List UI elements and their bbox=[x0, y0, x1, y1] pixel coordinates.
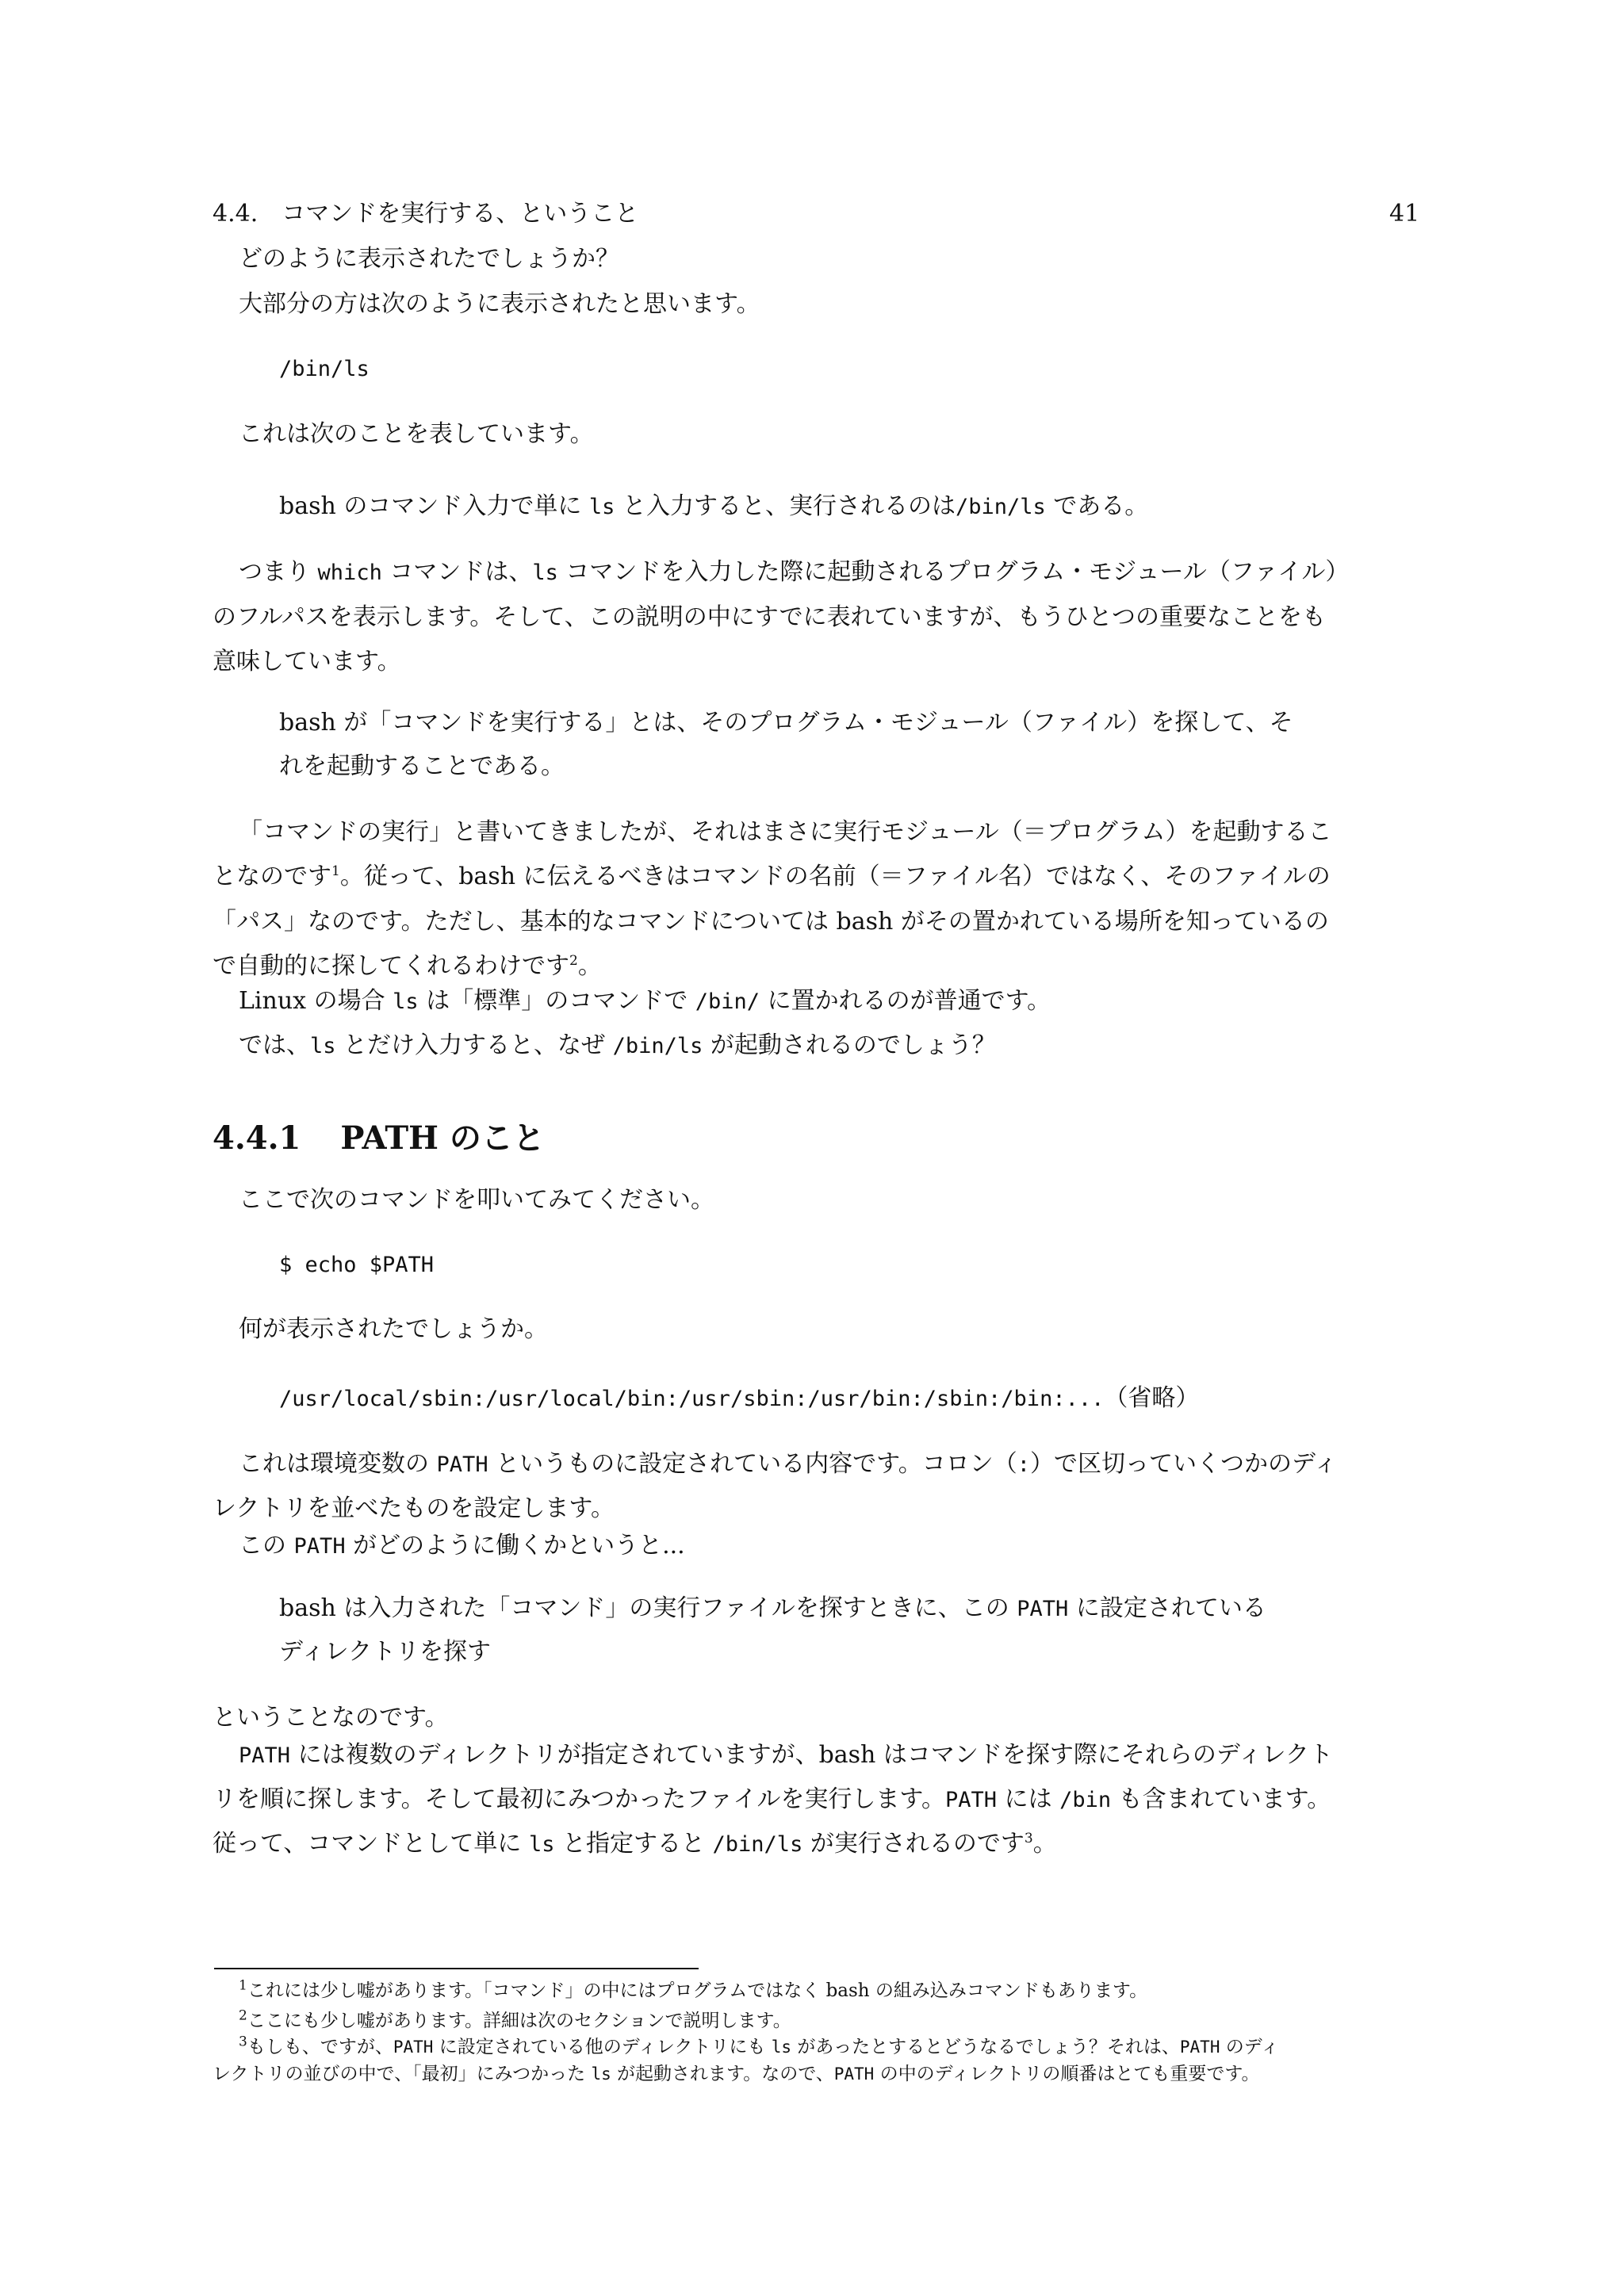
footnote-rule bbox=[214, 1968, 699, 1969]
code-block: $ echo $PATH bbox=[279, 1253, 435, 1277]
section-heading bbox=[213, 1113, 545, 1158]
quote-line: れを起動することである。 bbox=[279, 752, 565, 780]
paragraph-line: Linux の場合 ls は「標準」のコマンドで /bin/ に置かれるのが普通です。 bbox=[239, 987, 1051, 1015]
paragraph-line: つまり which コマンドは、ls コマンドを入力した際に起動されるプログラム・モジュール（ファイル） bbox=[239, 558, 1350, 586]
footnote-ref: 3 bbox=[1024, 1831, 1033, 1846]
paragraph-line: 従って、コマンドとして単に ls と指定すると /bin/ls が実行されるのです$^3$。 bbox=[213, 1830, 1057, 1858]
code-block: /bin/ls bbox=[279, 357, 370, 381]
code-block: /usr/local/sbin:/usr/local/bin:/usr/sbin:/usr/bin:/sbin:/bin:...（省略） bbox=[279, 1384, 1200, 1412]
paragraph-line: リを順に探します。そして最初にみつかったファイルを実行します。PATH には /bin も含まれています。 bbox=[213, 1785, 1331, 1813]
paragraph-line: レクトリを並べたものを設定します。 bbox=[213, 1494, 615, 1522]
paragraph-line: 意味しています。 bbox=[213, 648, 401, 675]
paragraph-line: これは環境変数の PATH というものに設定されている内容です。コロン（:）で区切っていくつかのディ bbox=[239, 1450, 1338, 1478]
quote-line: bash は入力された「コマンド」の実行ファイルを探すときに、この PATH に設定されている bbox=[279, 1594, 1266, 1622]
paragraph-line: PATH には複数のディレクトリが指定されていますが、bash はコマンドを探す際にそれらのディレクト bbox=[239, 1741, 1333, 1769]
paragraph-line: 何が表示されたでしょうか。 bbox=[239, 1315, 548, 1343]
paragraph-line: ということなのです。 bbox=[213, 1704, 449, 1732]
section-number: 4.4.1 bbox=[213, 1119, 301, 1157]
paragraph-line: で自動的に探してくれるわけです$^2$。 bbox=[213, 952, 602, 980]
paragraph-line: となのです$^1$。従って、bash に伝えるべきはコマンドの名前（＝ファイル名）ではなく、そのファイルの bbox=[213, 863, 1331, 890]
quote-line: bash のコマンド入力で単に ls と入力すると、実行されるのは/bin/ls である。 bbox=[279, 492, 1149, 520]
footnote-2: $^2$ここにも少し嘘があります。詳細は次のセクションで説明します。 bbox=[239, 2007, 791, 2031]
footnote-3-continued: レクトリの並びの中で、「最初」にみつかった ls が起動されます。なので、PATH の中のディレクトリの順番はとても重要です。 bbox=[213, 2064, 1260, 2084]
paragraph-line: のフルパスを表示します。そして、この説明の中にすでに表れていますが、もうひとつの重要なことをも bbox=[213, 603, 1326, 631]
footnote-1: $^1$これには少し嘘があります。「コマンド」の中にはプログラムではなく bash の組み込みコマンドもあります。 bbox=[239, 1977, 1148, 2001]
footnote-3: $^3$もしも、ですが、PATH に設定されている他のディレクトリにも ls があったとするとどうなるでしょう？それは、PATH のディ bbox=[239, 2034, 1279, 2057]
paragraph-line: 「パス」なのです。ただし、基本的なコマンドについては bash がその置かれている場所を知っているの bbox=[213, 908, 1329, 936]
page-number: 41 bbox=[1389, 200, 1420, 228]
paragraph-line: 大部分の方は次のように表示されたと思います。 bbox=[239, 290, 760, 318]
paragraph-line: この PATH がどのように働くかというと... bbox=[239, 1532, 685, 1559]
paragraph-line: では、ls とだけ入力すると、なぜ /bin/ls が起動されるのでしょう？ bbox=[239, 1031, 996, 1059]
paragraph-line: これは次のことを表しています。 bbox=[239, 420, 594, 448]
running-header-section: 4.4. コマンドを実行する、ということ bbox=[213, 200, 639, 228]
section-title: PATH のこと bbox=[340, 1119, 545, 1157]
quote-line: ディレクトリを探す bbox=[279, 1638, 491, 1666]
footnote-ref: 1 bbox=[331, 863, 340, 879]
footnote-ref: 2 bbox=[569, 953, 578, 969]
paragraph-line: どのように表示されたでしょうか？ bbox=[239, 245, 619, 273]
paragraph-line: ここで次のコマンドを叩いてみてください。 bbox=[239, 1186, 714, 1214]
quote-line: bash が「コマンドを実行する」とは、そのプログラム・モジュール（ファイル）を探して、そ bbox=[279, 709, 1293, 737]
paragraph-line: 「コマンドの実行」と書いてきましたが、それはまさに実行モジュール（＝プログラム）を起動するこ bbox=[239, 818, 1332, 846]
